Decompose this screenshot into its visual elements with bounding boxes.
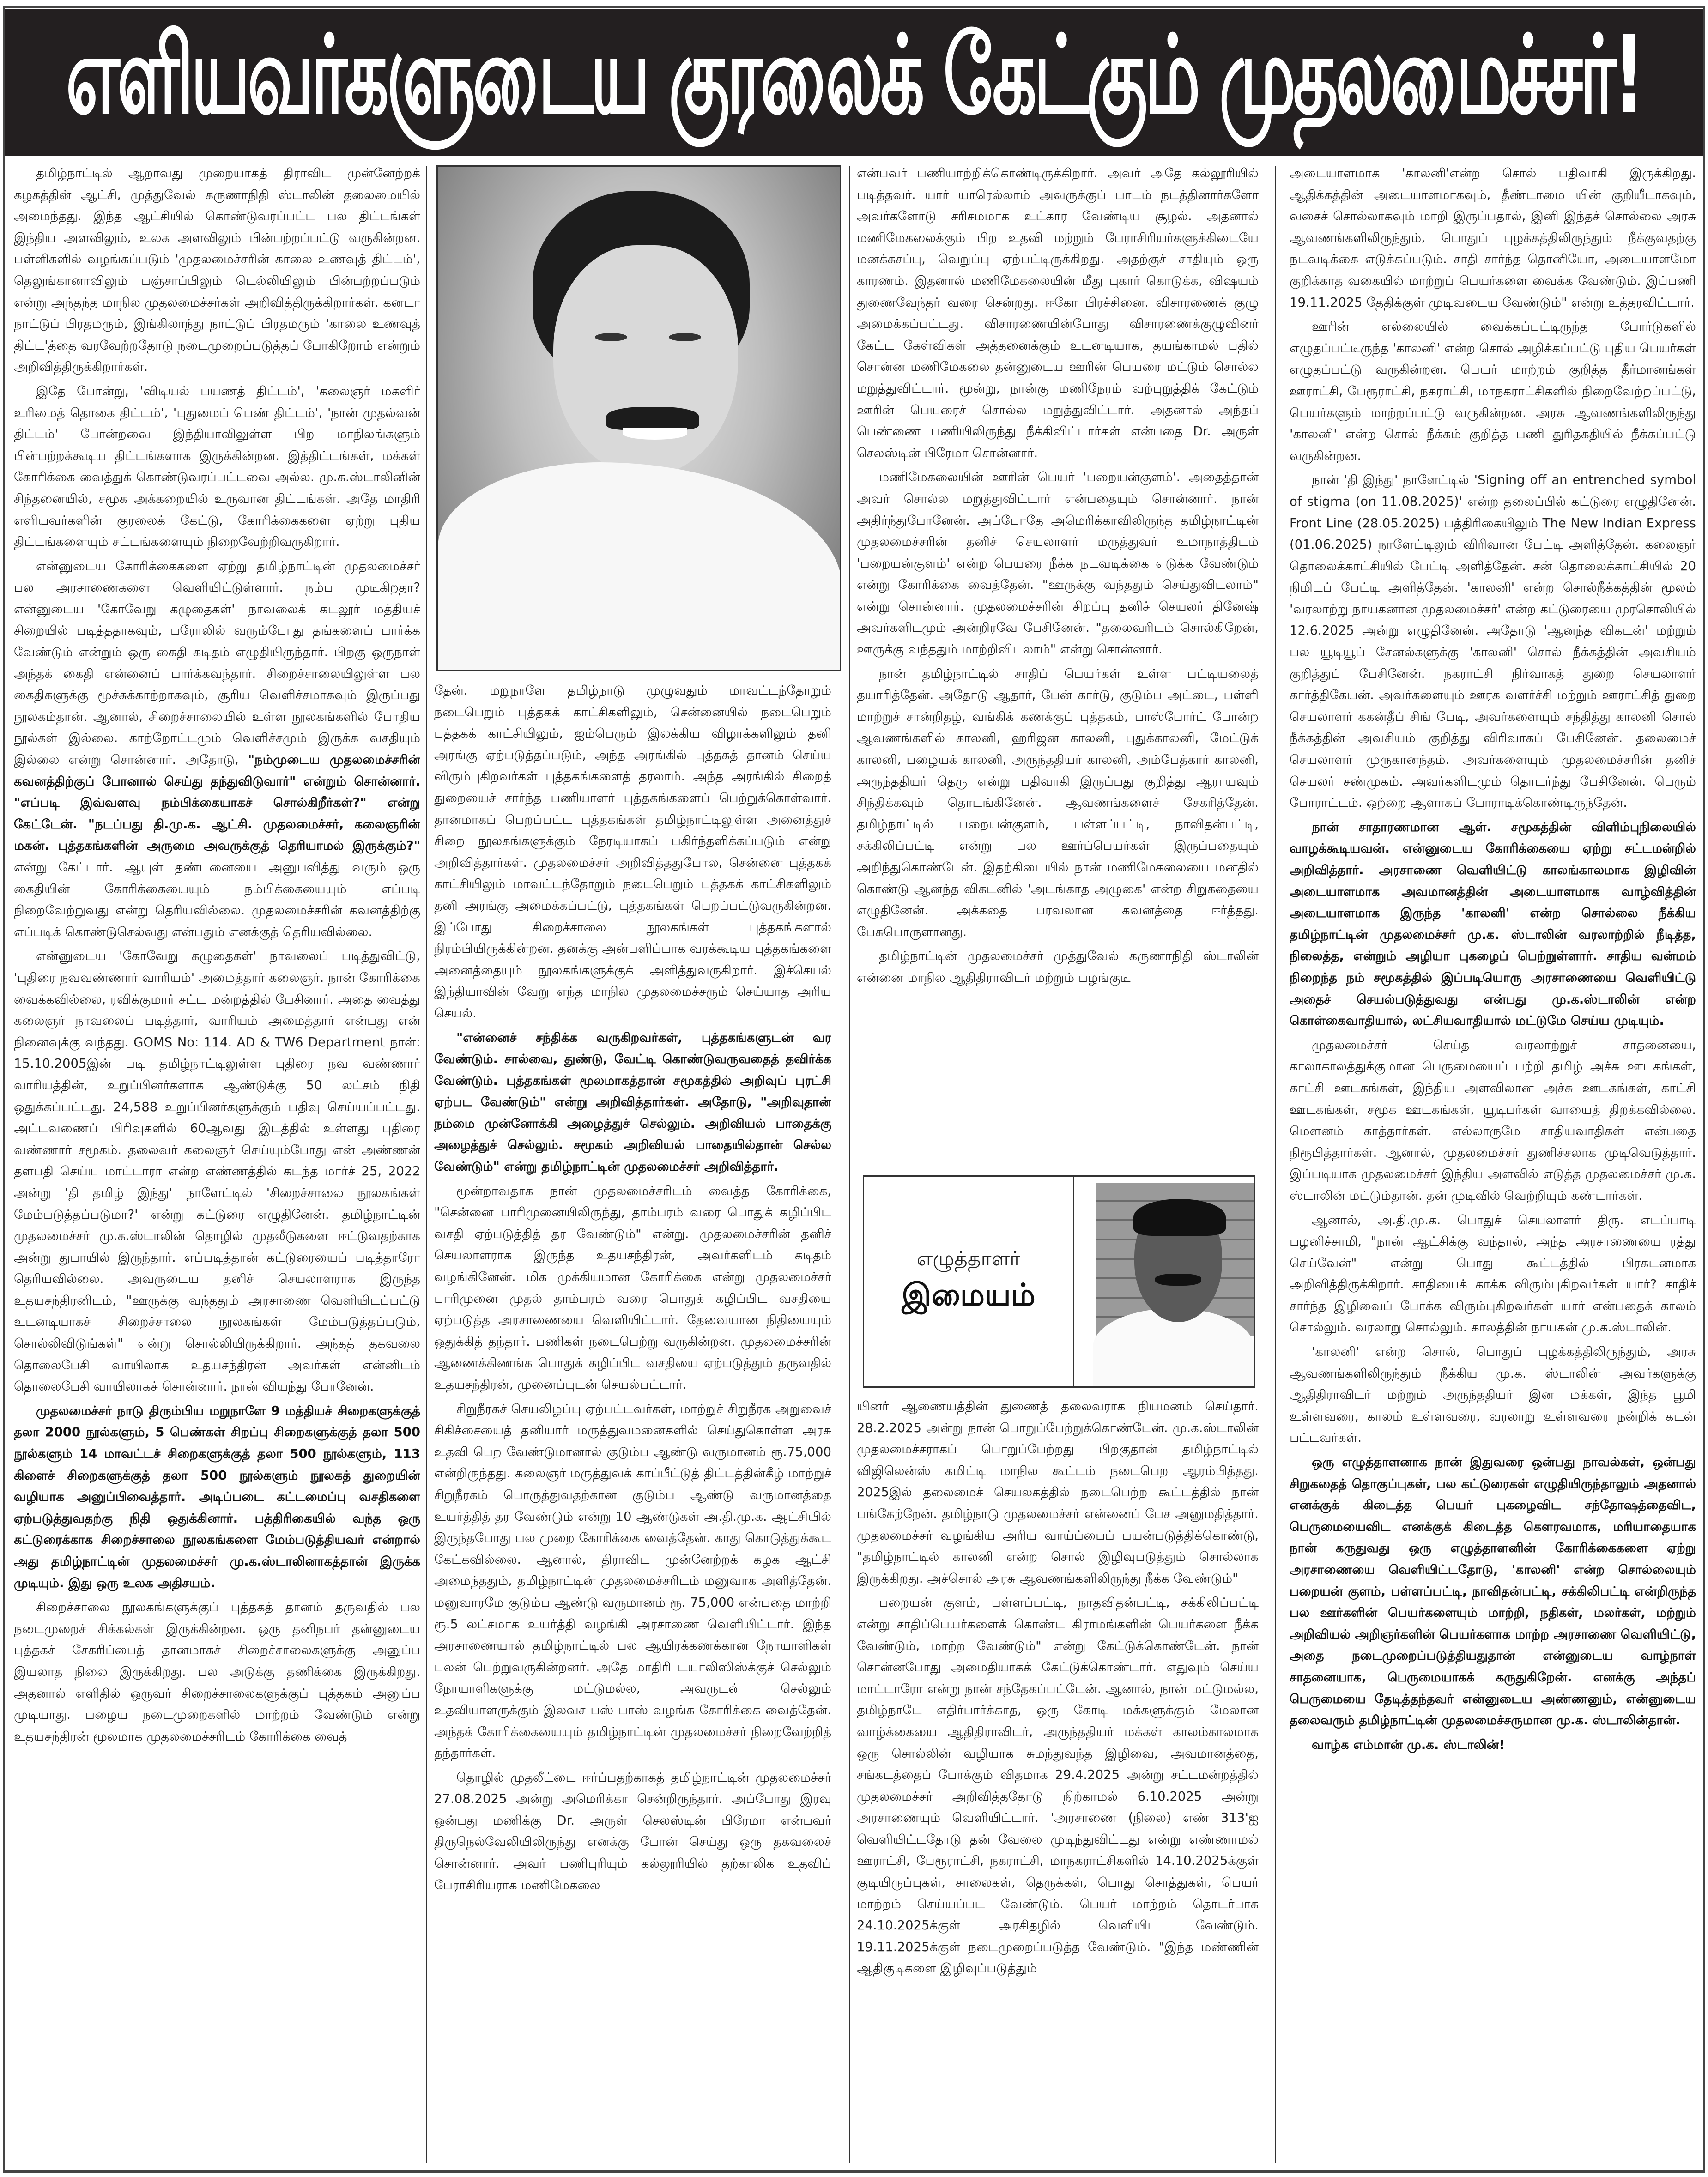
column-divider bbox=[1275, 166, 1276, 2163]
column-divider bbox=[849, 166, 850, 2163]
article-column-3-continued bbox=[857, 1396, 1259, 2168]
paragraph-bold: நான் சாதாரணமான ஆள். சமூகத்தின் விளிம்புநிலையில் வாழக்கூடியவன். என்னுடைய கோரிக்கையை ஏற்று சட்டமன்றில் அறிவித்தார். அரசாணை வெளியிட்டு காலங்காலமாக இழிவின் அடையாளமாக அவமானத்தின் அடையாளமாக வாழ்வித்தின் அடையாளமாக இருந்த 'காலனி' என்ற சொல்லை நீக்கிய தமிழ்நாட்டின் முதலமைச்சர் மு.க. ஸ்டாலின் வரலாற்றில் நீடித்த, நிலைத்த, என்றும் அழியா புகழைப் பெற்றுள்ளார். சாதிய வன்மம் நிறைந்த நம் சமூகத்தில் இப்படியொரு அரசாணையை வெளியிட்டு அதைச் செயல்படுத்துவது என்பது மு.க.ஸ்டாலின் என்ற கொள்கைவாதியால், லட்சியவாதியால் மட்டுமே செய்ய முடியும். bbox=[1290, 819, 1696, 1028]
chief-minister-photo bbox=[436, 165, 841, 671]
paragraph-bold: முதலமைச்சர் நாடு திரும்பிய மறுநாளே 9 மத்தியச் சிறைகளுக்குத் தலா 2000 நூல்களும், 5 பெண்கள் சிறப்பு சிறைகளுக்குத் தலா 500 நூல்களும் 14 மாவட்டச் சிறைகளுக்குத் தலா 500 நூல்களும், 113 கிளைச் சிறைகளுக்குத் தலா 500 நூல்களும் நூலகத் துறையின் வழியாக அனுப்பிவைத்தார். அடிப்படை கட்டமைப்பு வசதிகளை ஏற்படுத்துவதற்கு நிதி ஒதுக்கினார். பத்திரிகையில் வந்த ஒரு கட்டுரைக்காக சிறைச்சாலை நூலகங்களை மேம்படுத்தியவர் என்றால் அது தமிழ்நாட்டின் முதலமைச்சர் மு.க.ஸ்டாலினாகத்தான் இருக்க முடியும். இது ஒரு உலக அதிசயம். bbox=[14, 1403, 420, 1590]
closing-line: வாழ்க எம்மான் மு.க. ஸ்டாலின்! bbox=[1312, 1737, 1505, 1752]
article-column-2 bbox=[434, 680, 831, 2168]
paragraph: ஊரின் எல்லையில் வைக்கப்பட்டிருந்த போர்டுகளில் எழுதப்பட்டிருந்த 'காலனி' என்ற சொல் அழிக்கப்பட்டு புதிய பெயர்கள் எழுதப்பட்டு வருகின்றன. பெயர் மாற்றம் குறித்த தீர்மானங்கள் ஊராட்சி, பேரூராட்சி, நகராட்சி, மாநகராட்சிகளில் நிறைவேற்றப்பட்டு, பெயர்களும் மாற்றப்பட்டு வருகின்றன. அரசு ஆவணங்களிலிருந்து 'காலனி' என்ற சொல் நீக்கம் குறித்த பணி துரிதகதியில் நீக்கப்பட்டு வருகின்றன. bbox=[1290, 319, 1696, 463]
author-role: எழுத்தாளர் bbox=[916, 1246, 1021, 1270]
article-column-4 bbox=[1290, 163, 1696, 2168]
paragraph: தமிழ்நாட்டில் ஆறாவது முறையாகத் திராவிட முன்னேற்றக் கழகத்தின் ஆட்சி, முத்துவேல் கருணாநிதி ஸ்டாலின் தலைமையில் அமைந்தது. இந்த ஆட்சியில் கொண்டுவரப்பட்ட பல திட்டங்கள் இந்திய அளவிலும், உலக அளவிலும் பின்பற்றப்பட்டு வருகின்றன. பள்ளிகளில் வழங்கப்படும் 'முதலமைச்சரின் காலை உணவுத் திட்டம்', தெலுங்கானாவிலும் பஞ்சாப்பிலும் டெல்லியிலும் பின்பற்றப்படும் என்று அந்தந்த மாநில முதலமைச்சர்கள் அறிவித்திருக்கிறார்கள். கனடா நாட்டுப் பிரதமரும், இங்கிலாந்து நாட்டுப் பிரதமரும் 'காலை உணவுத் திட்ட'த்தை வரவேற்றதோடு நடைமுறைப்படுத்தப் போகிறோம் என்றும் அறிவித்திருக்கிறார்கள். bbox=[14, 166, 420, 375]
article-column-1 bbox=[14, 163, 420, 2168]
paragraph-bold: "என்னைச் சந்திக்க வருகிறவர்கள், புத்தகங்களுடன் வர வேண்டும். சால்வை, துண்டு, வேட்டி கொண்டுவருவதைத் தவிர்க்க வேண்டும். புத்தகங்கள் மூலமாகத்தான் சமூகத்தில் அறிவுப் புரட்சி ஏற்பட வேண்டும்" என்று அறிவித்தார்கள். அதோடு, "அறிவுதான் நம்மை முன்னோக்கி அழைத்துச் செல்லும். அறிவியல் பாதைக்கு அழைத்துச் செல்லும். சமூகம் அறிவியல் பாதையில்தான் செல்ல வேண்டும்" என்று தமிழ்நாட்டின் முதலமைச்சர் அறிவித்தார். bbox=[434, 1030, 831, 1174]
paragraph: முதலமைச்சர் செய்த வரலாற்றுச் சாதனையை, காலாகாலத்துக்குமான பெருமையைப் பற்றி தமிழ் அச்சு ஊடகங்கள், காட்சி ஊடகங்கள், இந்திய அளவிலான அச்சு ஊடகங்கள், காட்சி ஊடகங்கள், சமூக ஊடகங்கள், யூடிபர்கள் வாயைத் திறக்கவில்லை. மௌனம் காத்தார்கள். எல்லாருமே சாதியவாதிகள் என்பதை நிரூபித்தார்கள். ஆனால், முதலமைச்சர் துணிச்சலாக முடிவெடுத்தார். இப்படியாக முதலமைச்சர் இந்திய அளவில் எடுத்த முதலமைச்சர் மு.க. ஸ்டாலின் மட்டும்தான். தன் முடிவில் வெற்றியும் கண்டார்கள். bbox=[1290, 1037, 1696, 1203]
paragraph: பறையன் குளம், பள்ளப்பட்டி, நாதவிதன்பட்டி, சக்கிலிப்பட்டி என்று சாதிப்பெயர்களைக் கொண்ட கிராமங்களின் பெயர்களை நீக்க வேண்டும், மாற்ற வேண்டும்" என்று கேட்டுக்கொண்டேன். நான் சொன்னபோது அமைதியாகக் கேட்டுக்கொண்டார். எதுவும் செய்ய மாட்டாரோ என்று நான் சந்தேகப்பட்டேன். ஆனால், நான் மட்டுமல்ல, தமிழ்நாடே எதிர்பார்க்காத, ஒரு கோடி மக்களுக்கும் மேலான வாழ்க்கையை ஆதிதிராவிடர், அருந்ததியர் மக்கள் காலம்காலமாக ஒரு சொல்லின் வழியாக சுமந்துவந்த இழிவை, அவமானத்தை, சங்கடத்தைப் போக்கும் விதமாக 29.4.2025 அன்று சட்டமன்றத்தில் முதலமைச்சர் அறிவித்ததோடு நிற்காமல் 6.10.2025 அன்று அரசாணையும் வெளியிட்டார். 'அரசாணை (நிலை) எண் 313'ஐ வெளியிட்டதோடு தன் வேலை முடிந்துவிட்டது என்று எண்ணாமல் ஊராட்சி, பேரூராட்சி, நகராட்சி, மாநகராட்சிகளில் 14.10.2025க்குள் குடியிருப்புகள், சாலைகள், தெருக்கள், பொது சொத்துகள், பெயர் மாற்றம் செய்யப்பட வேண்டும். பெயர் மாற்றம் தொடர்பாக 24.10.2025க்குள் அரசிதழில் வெளியிட வேண்டும். 19.11.2025க்குள் நடைமுறைப்படுத்த வேண்டும். "இந்த மண்ணின் ஆதிகுடிகளை இழிவுப்படுத்தும் bbox=[857, 1595, 1259, 1976]
paragraph: சிறைச்சாலை நூலகங்களுக்குப் புத்தகத் தானம் தருவதில் பல நடைமுறைச் சிக்கல்கள் இருக்கின்றன. ஒரு தனிநபர் தன்னுடைய புத்தகச் சேகரிப்பைத் தானமாகச் சிறைச்சாலைகளுக்கு அனுப்ப இயலாத நிலை இருக்கிறது. பல அடுக்கு தணிக்கை இருக்கிறது. அதனால் எளிதில் ஒருவர் சிறைச்சாலைகளுக்குப் புத்தகம் அனுப்ப முடியாது. பழைய நடைமுறைகளில் மாற்றம் வேண்டும் என்று உதயசந்திரன் மூலமாக முதலமைச்சரிடம் கோரிக்கை வைத் bbox=[14, 1600, 420, 1744]
paragraph: ஆனால், அ.தி.மு.க. பொதுச் செயலாளர் திரு. எடப்பாடி பழனிச்சாமி, "நான் ஆட்சிக்கு வந்தால், அந்த அரசாணையை ரத்து செய்வேன்" என்று பொது கூட்டத்தில் பிரகடனமாக அறிவித்திருக்கிறார். சாதியைக் காக்க விரும்புகிறவர்கள் யார்? சாதிச் சார்ந்த இழிவைப் போக்க விரும்புகிறவர்கள் யார் என்பதைக் காலம் சொல்லும். வரலாறு சொல்லும். காலத்தின் நாயகன் மு.க.ஸ்டாலின். bbox=[1290, 1212, 1696, 1335]
column-divider bbox=[426, 166, 427, 2163]
paragraph: தொழில் முதலீட்டை ஈர்ப்பதற்காகத் தமிழ்நாட்டின் முதலமைச்சர் 27.08.2025 அன்று அமெரிக்கா சென்றிருந்தார். அப்போது இரவு ஒன்பது மணிக்கு Dr. அருள் செலஸ்டின் பிரேமா என்பவர் திருநெல்வேலியிலிருந்து எனக்கு போன் செய்து ஒரு தகவலைச் சொன்னார். அவர் பணிபுரியும் கல்லூரியில் தற்காலிக உதவிப் பேராசிரியராக மணிமேகலை bbox=[434, 1770, 831, 1893]
paragraph: என்பவர் பணியாற்றிக்கொண்டிருக்கிறார். அவர் அதே கல்லூரியில் படித்தவர். யார் யாரெல்லாம் அவருக்குப் பாடம் நடத்தினார்களோ அவர்களோடு சரிசமமாக உட்கார வேண்டிய சூழல். அதனால் மணிமேகலைக்கும் பிற உதவி மற்றும் பேராசிரியர்களுக்கிடையே மனக்கசப்பு, வெறுப்பு ஏற்பட்டிருக்கிறது. அதற்குச் சாதியும் ஒரு காரணம். இதனால் மணிமேகலையின் மீது புகார் கொடுக்க, விஷயம் துணைவேந்தர் வரை சென்றது. ஈகோ பிரச்சினை. விசாரணைக் குழு அமைக்கப்பட்டது. விசாரணையின்போது விசாரணைக்குழுவினர் கேட்ட கேள்விகள் அத்தனைக்கும் உடனடியாக, தயங்காமல் பதில் சொன்ன மணிமேகலை தன்னுடைய ஊரின் பெயரை மட்டும் சொல்ல மறுத்துவிட்டார். மூன்று, நான்கு மணிநேரம் வற்புறுத்திக் கேட்டும் ஊரின் பெயரைச் சொல்ல மறுத்துவிட்டார். அதனால் அந்தப் பெண்ணை பணியிலிருந்து நீக்கிவிட்டார்கள் என்பதை Dr. அருள் செலஸ்டின் பிரேமா சொன்னார். bbox=[857, 166, 1259, 460]
paragraph: மூன்றாவதாக நான் முதலமைச்சரிடம் வைத்த கோரிக்கை, "சென்னை பாரிமுனையிலிருந்து, தாம்பரம் வரை பொதுக் கழிப்பிட வசதி ஏற்படுத்தித் தர வேண்டும்" என்று. முதலமைச்சரின் தனிச் செயலாளராக இருந்த உதயசந்திரன், அவர்களிடம் கடிதம் வழங்கினேன். மிக முக்கியமான கோரிக்கை என்று முதலமைச்சர் பாரிமுனை முதல் தாம்பரம் வரை பொதுக் கழிப்பிட வசதியை ஏற்படுத்த அரசாணையை வெளியிட்டார். தேவையான நிதியையும் ஒதுக்கித் தந்தார். பணிகள் நடைபெற்று வருகின்றன. முதலமைச்சரின் ஆணைக்கிணங்க பொதுக் கழிப்பிட வசதியை ஏற்படுத்தும் தருவதில் உதயசந்திரன், முனைப்புடன் செயல்பட்டார். bbox=[434, 1183, 831, 1392]
paragraph: என்னுடைய கோரிக்கைகளை ஏற்று தமிழ்நாட்டின் முதலமைச்சர் பல அரசாணைகளை வெளியிட்டுள்ளார். நம்ப முடிகிறதா? என்னுடைய 'கோவேறு கழுதைகள்' நாவலைக் கடலூர் மத்தியச் சிறையில் படித்ததாகவும், பரோலில் வரும்போது தங்களைப் பார்க்க வேண்டும் என்றும் ஒரு கைதி கடிதம் எழுதியிருந்தார். பிறகு ஒருநாள் அந்தக் கைதி என்னைப் பார்க்கவந்தார். சிறைச்சாலையிலுள்ள பல கைதிகளுக்கு மூச்சுக்காற்றாகவும், சூரிய வெளிச்சமாகவும் இருப்பது நூலகம்தான். ஆனால், சிறைச்சாலையில் உள்ள நூலகங்களில் போதிய நூல்கள் இல்லை. காற்றோட்டமும் வெளிச்சமும் இருக்க வசதியும் இல்லை என்று சொன்னார். அதோடு, "நம்முடைய முதலமைச்சரின் கவனத்திற்குப் போனால் செய்து தந்துவிடுவார்" என்றும் சொன்னார். "எப்படி இவ்வளவு நம்பிக்கையாகச் சொல்கிறீர்கள்?" என்று கேட்டேன். "நடப்பது தி.மு.க. ஆட்சி. முதலமைச்சர், கலைஞரின் மகன். புத்தகங்களின் அருமை அவருக்குத் தெரியாமல் இருக்கும்?" என்று கேட்டார். ஆயுள் தண்டனையை அனுபவித்து வரும் ஒரு கைதியின் கோரிக்கையையும் நம்பிக்கையையும் எப்படி நிறைவேற்றுவது என்று தெரியவில்லை. முதலமைச்சரின் கவனத்திற்கு எப்படிக் கொண்டுசெல்வது என்பதும் எனக்குத் தெரியவில்லை. bbox=[14, 558, 420, 939]
paragraph: யினர் ஆணையத்தின் துணைத் தலைவராக நியமனம் செய்தார். 28.2.2025 அன்று நான் பொறுப்பேற்றுக்கொண்டேன். மு.க.ஸ்டாலின் முதலமைச்சராகப் பொறுப்பேற்றது பிறகுதான் தமிழ்நாட்டில் விஜிலென்ஸ் கமிட்டி மாநில கூட்டம் நடைபெற ஆரம்பித்தது. 2025இல் தலைமைச் செயலகத்தில் நடைபெற்ற கூட்டத்தில் நான் பங்கேற்றேன். தமிழ்நாடு முதலமைச்சர் என்னைப் பேச அனுமதித்தார். முதலமைச்சர் வழங்கிய அரிய வாய்ப்பைப் பயன்படுத்திக்கொண்டு, "தமிழ்நாட்டில் காலனி என்ற சொல் இழிவுபடுத்தும் சொல்லாக இருக்கிறது. அச்சொல் அரசு ஆவணங்களிலிருந்து நீக்க வேண்டும்" bbox=[857, 1399, 1259, 1586]
headline-text: எளியவர்களுடைய குரலைக் கேட்கும் முதலமைச்சர்! bbox=[66, 13, 1642, 138]
author-box bbox=[863, 1175, 1255, 1388]
paragraph: நான் 'தி இந்து' நாளேட்டில் 'Signing off an entrenched symbol of stigma (on 11.08.2025)' என்ற தலைப்பில் கட்டுரை எழுதினேன். Front Line (28.05.2025) பத்திரிகையிலும் The New Indian Express (01.06.2025) நாளேட்டிலும் விரிவான பேட்டி அளித்தேன். கலைஞர் தொலைக்காட்சியில் பேட்டி அளித்தேன். சன் தொலைக்காட்சியில் 20 நிமிடப் பேட்டி அளித்தேன். 'காலனி' என்ற சொல்நீக்கத்தின் மூலம் 'வரலாற்று நாயகனான முதலமைச்சர்' என்ற கட்டுரையை முரசொலியில் 12.6.2025 அன்று எழுதினேன். அதோடு 'ஆனந்த விகடன்' மற்றும் பல யூடியூப் சேனல்களுக்கு 'காலனி' சொல் நீக்கத்தின் அவசியம் குறித்துப் பேசினேன். நகராட்சி நிர்வாகத் துறை செயலாளர் கார்த்திகேயன். அவர்களையும் ஊரக வளர்ச்சி மற்றும் ஊராட்சித் துறை செயலாளர் ககன்தீப் சிங் பேடி, அவர்களையும் சந்தித்து காலனி சொல் நீக்கத்தின் அவசியம் குறித்து விரிவாகப் பேசினேன். தலைமைச் செயலாளர் முருகானந்தம். அவர்களையும் முதலமைச்சரின் தனிச் செயலர் சண்முகம். அவர்களிடமும் தொடர்ந்து பேசினேன். பெரும் போராட்டம். ஒற்றை ஆளாகப் போராடிக்கொண்டிருந்தேன். bbox=[1290, 472, 1696, 810]
bold-quote: "நம்முடைய முதலமைச்சரின் கவனத்திற்குப் போனால் செய்து தந்துவிடுவார்" என்றும் சொன்னார். "எப்படி இவ்வளவு நம்பிக்கையாகச் சொல்கிறீர்கள்?" என்று கேட்டேன். "நடப்பது தி.மு.க. ஆட்சி. முதலமைச்சர், கலைஞரின் மகன். புத்தகங்களின் அருமை அவருக்குத் தெரியாமல் இருக்கும்?" bbox=[14, 752, 420, 853]
paragraph-bold: ஒரு எழுத்தாளனாக நான் இதுவரை ஒன்பது நாவல்கள், ஒன்பது சிறுகதைத் தொகுப்புகள், பல கட்டுரைகள் எழுதியிருந்தாலும் அதனால் எனக்குக் கிடைத்த பெயர் புகழைவிட சந்தோஷத்தைவிட, பெருமையைவிட எனக்குக் கிடைத்த கௌரவமாக, மரியாதையாக நான் கருதுவது ஒரு எழுத்தாளனின் கோரிக்கைகளை ஏற்று அரசாணையை வெளியிட்டதோடு, 'காலனி' என்ற சொல்லையும் பறையன் குளம், பள்ளப்பட்டி, நாவிதன்பட்டி, சக்கிலிபட்டி என்றிருந்த பல ஊர்களின் பெயர்களையும் மாற்றி, நதிகள், மலர்கள், மற்றும் அறிவியல் அறிஞர்களின் பெயர்களாக மாற்ற அரசாணை வெளியிட்டு, அதை நடைமுறைப்படுத்தியதுதான் என்னுடைய வாழ்நாள் சாதனையாக, பெருமையாகக் கருதுகிறேன். எனக்கு அந்தப் பெருமையை தேடித்தந்தவர் என்னுடைய அண்ணனும், என்னுடைய தலைவரும் தமிழ்நாட்டின் முதலமைச்சருமான மு.க. ஸ்டாலின்தான். bbox=[1290, 1455, 1696, 1728]
paragraph: அடையாளமாக 'காலனி'என்ற சொல் பதிவாகி இருக்கிறது. ஆதிக்கத்தின் அடையாளமாகவும், தீண்டாமை யின் குறியீடாகவும், வசைச் சொல்லாகவும் மாறி இருப்பதால், இனி இந்தச் சொல்லை அரசு ஆவணங்களிலிருந்தும், பொதுப் புழக்கத்திலிருந்தும் நீக்குவதற்கு நடவடிக்கை எடுக்கப்படும். சாதி சார்ந்த தொனியோ, அடையாளமோ குறிக்காத வகையில் மாற்றுப் பெயர்களை வைக்க வேண்டும். இப்பணி 19.11.2025 தேதிக்குள் முடிவடைய வேண்டும்" என்று உத்தரவிட்டார். bbox=[1290, 166, 1696, 310]
author-name: இமையம் bbox=[902, 1276, 1036, 1312]
paragraph: மணிமேகலையின் ஊரின் பெயர் 'பறையன்குளம்'. அதைத்தான் அவர் சொல்ல மறுத்துவிட்டார் என்பதையும் சொன்னார். நான் அதிர்ந்துபோனேன். அப்போதே அமெரிக்காவிலிருந்த தமிழ்நாட்டின் முதலமைச்சரின் தனிச் செயலாளர் மருத்துவர் உமாநாத்திடம் 'பறையன்குளம்' என்ற பெயரை நீக்க நடவடிக்கை எடுக்க வேண்டும் என்று கோரிக்கை வைத்தேன். "ஊருக்கு வந்ததும் செய்துவிடலாம்" என்று சொன்னார். முதலமைச்சரின் சிறப்பு தனிச் செயலர் தினேஷ் அவர்களிடமும் அன்றிரவே பேசினேன். "தலைவரிடம் சொல்கிறேன், ஊருக்கு வந்ததும் மாற்றிவிடலாம்" என்று சொன்னார். bbox=[857, 470, 1259, 657]
paragraph: சிறுநீரகச் செயலிழப்பு ஏற்பட்டவர்கள், மாற்றுச் சிறுநீரக அறுவைச் சிகிச்சையைத் தனியார் மருத்துவமனைகளில் செய்துகொள்ள அரசு உதவி பெற வேண்டுமானால் குடும்ப ஆண்டு வருமானம் ரூ.75,000 என்றிருந்தது. கலைஞர் மருத்துவக் காப்பீட்டுத் திட்டத்தின்கீழ் மாற்றுச் சிறுநீரகம் பொருத்துவதற்கான குடும்ப ஆண்டு வருமானத்தை உயர்த்தித் தர வேண்டும் என்று 10 ஆண்டுகள் அ.தி.மு.க. ஆட்சியில் இருந்தபோது பல முறை கோரிக்கை வைத்தேன். காது கொடுத்துக்கூட கேட்கவில்லை. ஆனால், திராவிட முன்னேற்றக் கழக ஆட்சி அமைந்ததும், தமிழ்நாட்டின் முதலமைச்சரிடம் மனுவாக அளித்தேன். மனுவாரமே குடும்ப ஆண்டு வருமானம் ரூ. 75,000 என்பதை மாற்றி ரூ.5 லட்சமாக உயர்த்தி வழங்கி அரசாணை வெளியிட்டார். இந்த அரசாணையால் தமிழ்நாட்டில் பல ஆயிரக்கணக்கான நோயாளிகள் பலன் பெற்றுவருகின்றனர். அதே மாதிரி டயாலிஸிஸ்க்குச் செல்லும் நோயாளிகளுக்கு மட்டுமல்ல, அவருடன் செல்லும் உதவியாளருக்கும் இலவச பஸ் பாஸ் வழங்க கோரிக்கை வைத்தேன். அந்தக் கோரிக்கையையும் தமிழ்நாட்டின் முதலமைச்சர் நிறைவேற்றித் தந்தார்கள். bbox=[434, 1401, 831, 1761]
article-column-3 bbox=[857, 163, 1259, 1169]
paragraph: நான் தமிழ்நாட்டில் சாதிப் பெயர்கள் உள்ள பட்டியலைத் தயாரித்தேன். அதோடு ஆதார், பேன் கார்டு, குடும்ப அட்டை, பள்ளி மாற்றுச் சான்றிதழ், வங்கிக் கணக்குப் புத்தகம், பாஸ்போர்ட் போன்ற ஆவணங்களில் காலனி, ஹரிஜன காலனி, புதுக்காலனி, மேட்டுக் காலனி, பழையக் காலனி, அருந்ததியர் காலனி, அம்பேத்கார் காலனி, அருந்ததியர் தெரு என்று பதிவாகி இருப்பது குறித்து ஆராயவும் சிந்திக்கவும் தொடங்கினேன். ஆவணங்களைச் சேகரித்தேன். தமிழ்நாட்டில் பறையன்குளம், பள்ளப்பட்டி, நாவிதன்பட்டி, சக்கிலிப்பட்டி என்று பல ஊர்ப்பெயர்கள் இருப்பதையும் அறிந்துகொண்டேன். இதற்கிடையில் நான் மணிமேகலையை மனதில் கொண்டு ஆனந்த விகடனில் 'அடங்காத அழுகை' என்ற சிறுகதையை எழுதினேன். அக்கதை பரவலான கவனத்தை ஈர்த்தது. பேசுபொருளானது. bbox=[857, 666, 1259, 939]
author-label bbox=[864, 1177, 1074, 1386]
paragraph: தமிழ்நாட்டின் முதலமைச்சர் முத்துவேல் கருணாநிதி ஸ்டாலின் என்னை மாநில ஆதிதிராவிடர் மற்றும் பழங்குடி bbox=[857, 949, 1259, 985]
paragraph: இதே போன்று, 'விடியல் பயணத் திட்டம்', 'கலைஞர் மகளிர் உரிமைத் தொகை திட்டம்', 'புதுமைப் பெண் திட்டம்', 'நான் முதல்வன் திட்டம்' போன்றவை இந்தியாவிலுள்ள பிற மாநிலங்களும் பின்பற்றக்கூடிய திட்டங்களாக இருக்கின்றன. இத்திட்டங்கள், மக்கள் கோரிக்கை வைத்துக் கொண்டுவரப்பட்டவை அல்ல. மு.க.ஸ்டாலினின் சிந்தனையில், சமூக அக்கறையில் உருவான திட்டங்கள். அதே மாதிரி எளியவர்களின் குரலைக் கேட்டு, கோரிக்கைகளை ஏற்று புதிய திட்டங்களையும் சட்டங்களையும் நிறைவேற்றிவருகிறார். bbox=[14, 383, 420, 550]
paragraph: 'காலனி' என்ற சொல், பொதுப் புழக்கத்திலிருந்தும், அரசு ஆவணங்களிலிருந்தும் நீக்கிய மு.க. ஸ்டாலின் அவர்களுக்கு ஆதிதிராவிடர் மற்றும் அருந்ததியர் இன மக்கள், இந்த பூமி உள்ளவரை, காலம் உள்ளவரை, வரலாறு உள்ளவரை நன்றிக் கடன் பட்டவர்கள். bbox=[1290, 1344, 1696, 1445]
author-photo bbox=[1074, 1177, 1254, 1386]
paragraph: தேன். மறுநாளே தமிழ்நாடு முழுவதும் மாவட்டந்தோறும் நடைபெறும் புத்தகக் காட்சிகளிலும், சென்னையில் நடைபெறும் புத்தகக் காட்சியிலும், ஐம்பெரும் இலக்கிய விழாக்களிலும் தனி அரங்கு ஏற்படுத்தப்படும், அந்த அரங்கில் புத்தகத் தானம் செய்ய விரும்புகிறவர்கள் புத்தகங்களைத் தரலாம். அந்த அரங்கில் சிறைத் துறையைச் சார்ந்த பணியாளர் புத்தகங்களைப் பெற்றுக்கொள்வார். தானமாகப் பெறப்பட்ட புத்தகங்கள் தமிழ்நாட்டிலுள்ள அனைத்துச் சிறை நூலகங்களுக்கும் நேரடியாகப் பகிர்ந்தளிக்கப்படும் என்று அறிவித்தார்கள். முதலமைச்சர் அறிவித்ததுபோல, சென்னை புத்தகக் காட்சியிலும் மாவட்டந்தோறும் நடைபெறும் புத்தகக் காட்சிகளிலும் தனி அரங்கு அமைக்கப்பட்டு, புத்தகங்கள் பெறப்பட்டுவருகின்றன. இப்போது சிறைச்சாலை நூலகங்கள் புத்தகங்களால் நிரம்பியிருக்கின்றன. தனக்கு அன்பளிப்பாக வரக்கூடிய புத்தகங்களை அனைத்தையும் நூலகங்களுக்குக் அளித்துவருகிறார். இச்செயல் இந்தியாவின் வேறு எந்த மாநில முதலமைச்சரும் செய்யாத அரிய செயல். bbox=[434, 683, 831, 1021]
paragraph: என்னுடைய 'கோவேறு கழுதைகள்' நாவலைப் படித்துவிட்டு, 'புதிரை நவவண்ணார் வாரியம்' அமைத்தார் கலைஞர். நான் கோரிக்கை வைக்கவில்லை, ரவிக்குமார் சட்ட மன்றத்தில் பேசினார். அதை வைத்து கலைஞர் நாவலைப் படித்தார், வாரியம் அமைத்தார் என்பது என் நினைவுக்கு வந்தது. GOMS No: 114. AD & TW6 Department நாள்: 15.10.2005இன் படி தமிழ்நாட்டிலுள்ள புதிரை நவ வண்ணார் வாரியத்தின், உறுப்பினர்களாக ஆண்டுக்கு 50 லட்சம் நிதி ஒதுக்கப்பட்டது. 24,588 உறுப்பினர்களுக்கும் பதிவு செய்யப்பட்டது. அட்டவணைப் பிரிவுகளில் 60ஆவது இடத்தில் உள்ளது புதிரை வண்ணார் சமூகம். தலைவர் கலைஞர் செய்யும்போது என் அண்ணன் தளபதி செய்ய மாட்டாரா என்ற எண்ணத்தில் கடந்த மார்ச் 25, 2022 அன்று 'தி தமிழ் இந்து' நாளேட்டில் 'சிறைச்சாலை நூலகங்கள் மேம்படுத்தப்படுமா?' என்று கட்டுரை எழுதினேன். தமிழ்நாட்டின் முதலமைச்சர் மு.க.ஸ்டாலின் தொழில் முதலீடுகளை ஈட்டுவதற்காக அன்று துபாயில் இருந்தார். எப்படித்தான் கட்டுரையைப் படித்தாரோ தெரியவில்லை. அவருடைய தனிச் செயலாளராக இருந்த உதயசந்திரனிடம், "ஊருக்கு வந்ததும் அரசாணை வெளியிடப்பட்டு உடனடியாகச் சிறைச்சாலை நூலகங்கள் மேம்படுத்தப்படும், சொல்லிவிடுங்கள்" என்று சொல்லியிருக்கிறார். அந்தத் தகவலை தொலைபேசி வாயிலாக உதயசந்திரன் அவர்கள் என்னிடம் தொலைபேசி வாயிலாகச் சொன்னார். நான் வியந்து போனேன். bbox=[14, 949, 420, 1394]
headline-banner bbox=[5, 9, 1703, 156]
bottom-border bbox=[5, 2170, 1705, 2173]
